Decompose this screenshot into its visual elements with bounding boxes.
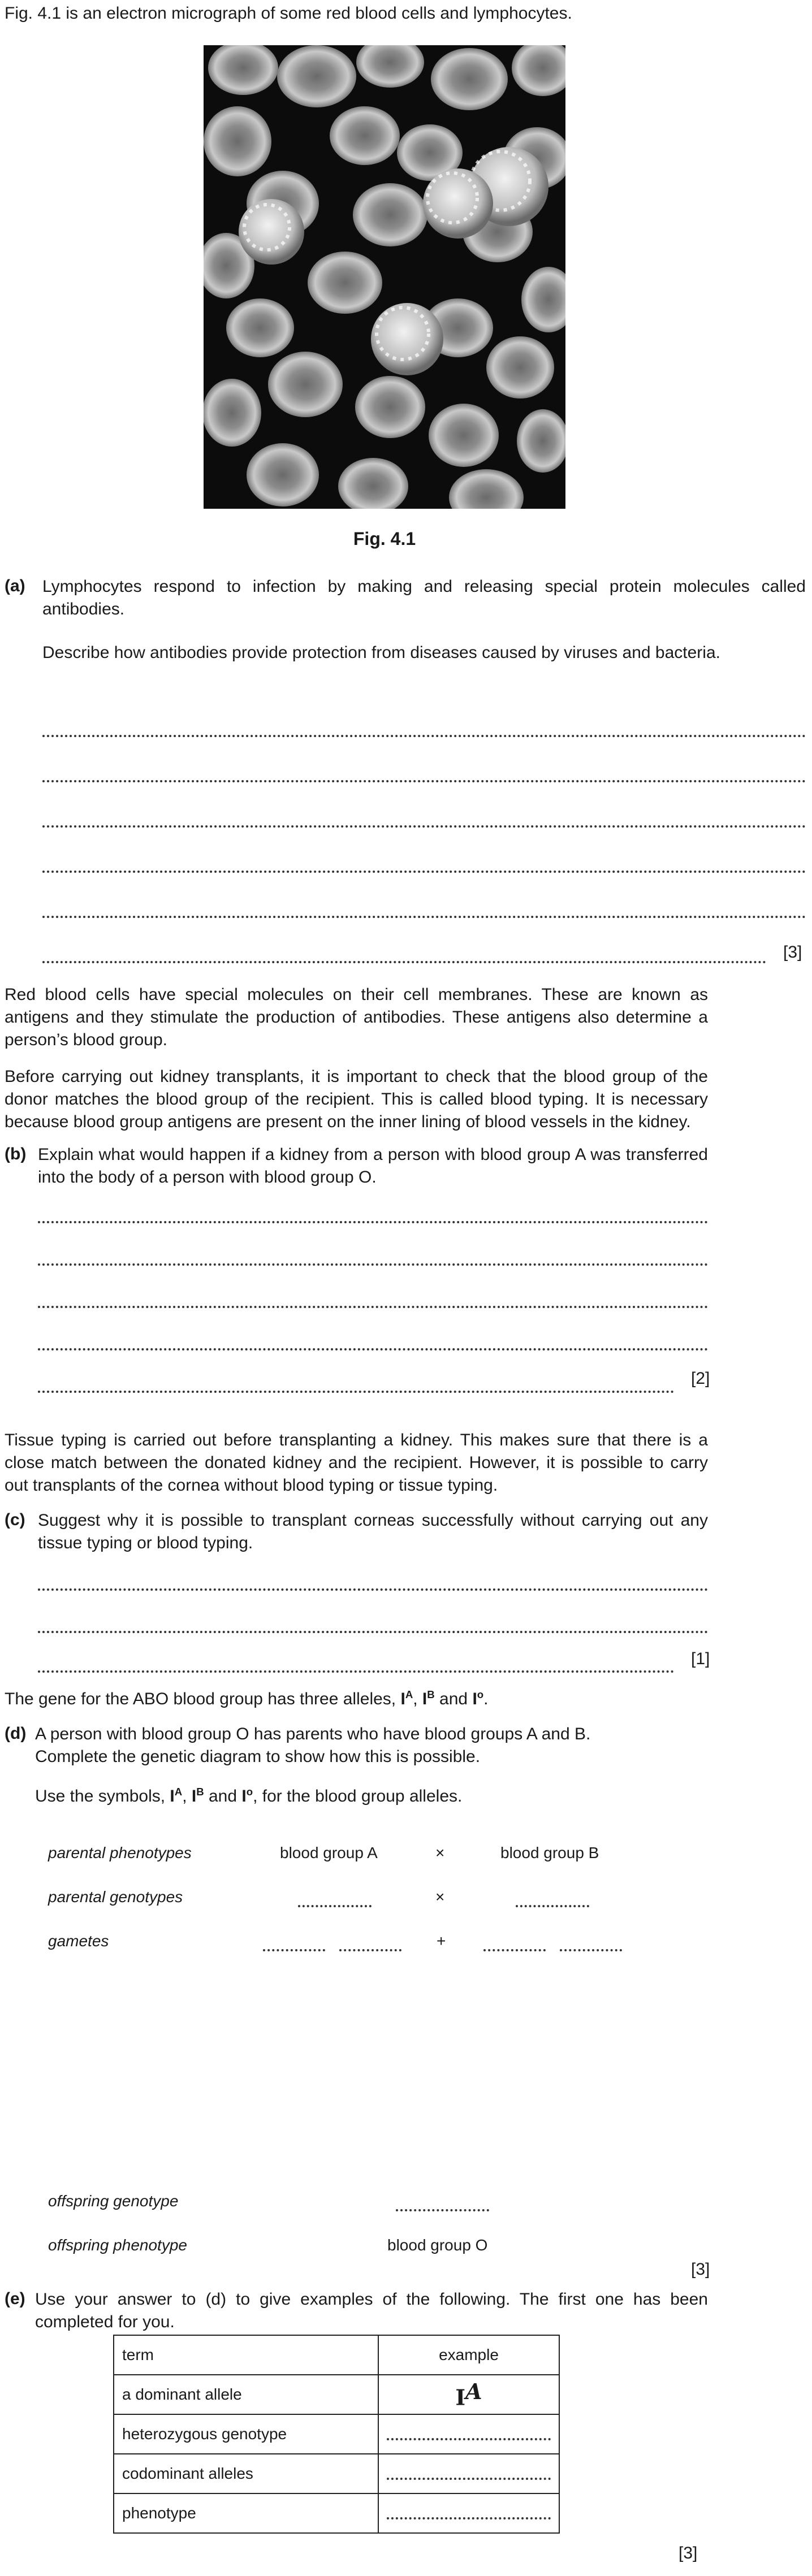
electron-micrograph [204,45,565,509]
answer-line[interactable] [38,1391,674,1393]
answer-line[interactable] [42,825,806,828]
figure-caption: Fig. 4.1 [353,529,416,549]
term-cell: phenotype [114,2493,378,2533]
row-label-parental-genotypes: parental genotypes [48,1888,183,1906]
term-cell: heterozygous genotype [114,2414,378,2454]
gamete-blank[interactable] [339,1949,401,1951]
answer-line[interactable] [38,1306,708,1308]
question-c-text: Suggest why it is possible to transplant corneas successfully without carrying out any tissue typing or blood typing. [38,1511,708,1552]
marks-b: [2] [691,1369,710,1388]
cross-symbol: × [435,1844,445,1861]
row-label-parental-phenotypes: parental phenotypes [48,1844,192,1861]
question-d-symbols: Use the symbols, $I^A$, $I^B$ and $I^o$, for the blood group alleles. [35,1786,463,1806]
question-b-text: Explain what would happen if a kidney from a person with blood group A was transferred into the body of a person with blood group O. [38,1145,708,1187]
gamete-blank[interactable] [483,1949,546,1951]
marks-c: [1] [691,1649,710,1668]
example-cell-blank[interactable] [378,2493,559,2533]
paragraph-antigens: Red blood cells have special molecules on their cell membranes. These are known as antigens and they stimulate the production of antibodies. These antigens also determine a person’s blood group. [5,985,708,1049]
question-e-text: Use your answer to (d) to give examples of the following. The first one has been completed for you. [35,2290,708,2331]
answer-line[interactable] [42,735,806,737]
row-label-offspring-phenotype: offspring phenotype [48,2236,187,2254]
paragraph-blood-typing: Before carrying out kidney transplants, it is important to check that the blood group of the donor matches the blood group of the recipient. This is called blood typing. It is necessary because blood group antigens are present on the inner lining of blood vessels in the kidney. [5,1067,708,1131]
question-b-label: (b) [5,1145,27,1163]
intro-text: Fig. 4.1 is an electron micrograph of some red blood cells and lymphocytes. [5,4,572,23]
genotype-left-blank[interactable] [298,1905,372,1907]
term-cell: a dominant allele [114,2375,378,2414]
answer-line[interactable] [38,1221,708,1223]
offspring-phenotype-value: blood group O [387,2236,488,2254]
question-c-label: (c) [5,1510,25,1529]
answer-line[interactable] [38,1263,708,1266]
phenotype-right: blood group B [500,1844,599,1861]
example-cell-blank[interactable] [378,2454,559,2493]
answer-line[interactable] [38,1670,674,1673]
gamete-blank[interactable] [560,1949,622,1951]
cross-symbol: × [435,1888,445,1906]
question-e-label: (e) [5,2289,25,2308]
table-header-row [114,2335,559,2375]
answer-line[interactable] [38,1631,708,1633]
table-row [114,2493,559,2533]
answer-line[interactable] [42,961,766,963]
header-example: example [378,2335,559,2375]
phenotype-left: blood group A [280,1844,378,1861]
term-cell: codominant alleles [114,2454,378,2493]
gamete-blank[interactable] [263,1949,325,1951]
gene-statement: The gene for the ABO blood group has three alleles, $I^A$, $I^B$ and $I^o$. [5,1689,489,1708]
question-a-text: Lymphocytes respond to infection by making and releasing special protein molecules called antibodies. [42,577,806,618]
table-row [114,2454,559,2493]
answer-line[interactable] [42,871,806,873]
question-d-label: (d) [5,1724,27,1743]
question-a-prompt: Describe how antibodies provide protection from diseases caused by viruses and bacteria. [42,643,720,662]
example-cell: $I^A$ [378,2375,559,2414]
marks-a: [3] [783,943,802,962]
question-a-label: (a) [5,577,25,595]
micrograph-image [204,45,565,509]
table-row [114,2414,559,2454]
marks-d: [3] [691,2260,710,2279]
red-blood-cells [204,45,565,509]
offspring-genotype-blank[interactable] [396,2209,489,2211]
table-row [114,2375,559,2414]
question-d-line2: Complete the genetic diagram to show how this is possible. [35,1747,481,1766]
genotype-right-blank[interactable] [516,1905,589,1907]
marks-e: [3] [679,2544,698,2562]
answer-line[interactable] [38,1348,708,1350]
question-d-line1: A person with blood group O has parents who have blood groups A and B. [35,1725,591,1743]
header-term: term [114,2335,378,2375]
answer-line[interactable] [42,780,806,782]
terms-table [113,2335,560,2534]
answer-line[interactable] [38,1588,708,1591]
row-label-offspring-genotype: offspring genotype [48,2192,179,2210]
example-cell-blank[interactable] [378,2414,559,2454]
paragraph-tissue-typing: Tissue typing is carried out before transplanting a kidney. This makes sure that there is a close match between the donated kidney and the recipient. However, it is possible to carry out transplants of the cornea without blood typing or tissue typing. [5,1431,708,1495]
plus-symbol: + [437,1932,446,1950]
answer-line[interactable] [42,916,806,918]
row-label-gametes: gametes [48,1932,109,1950]
